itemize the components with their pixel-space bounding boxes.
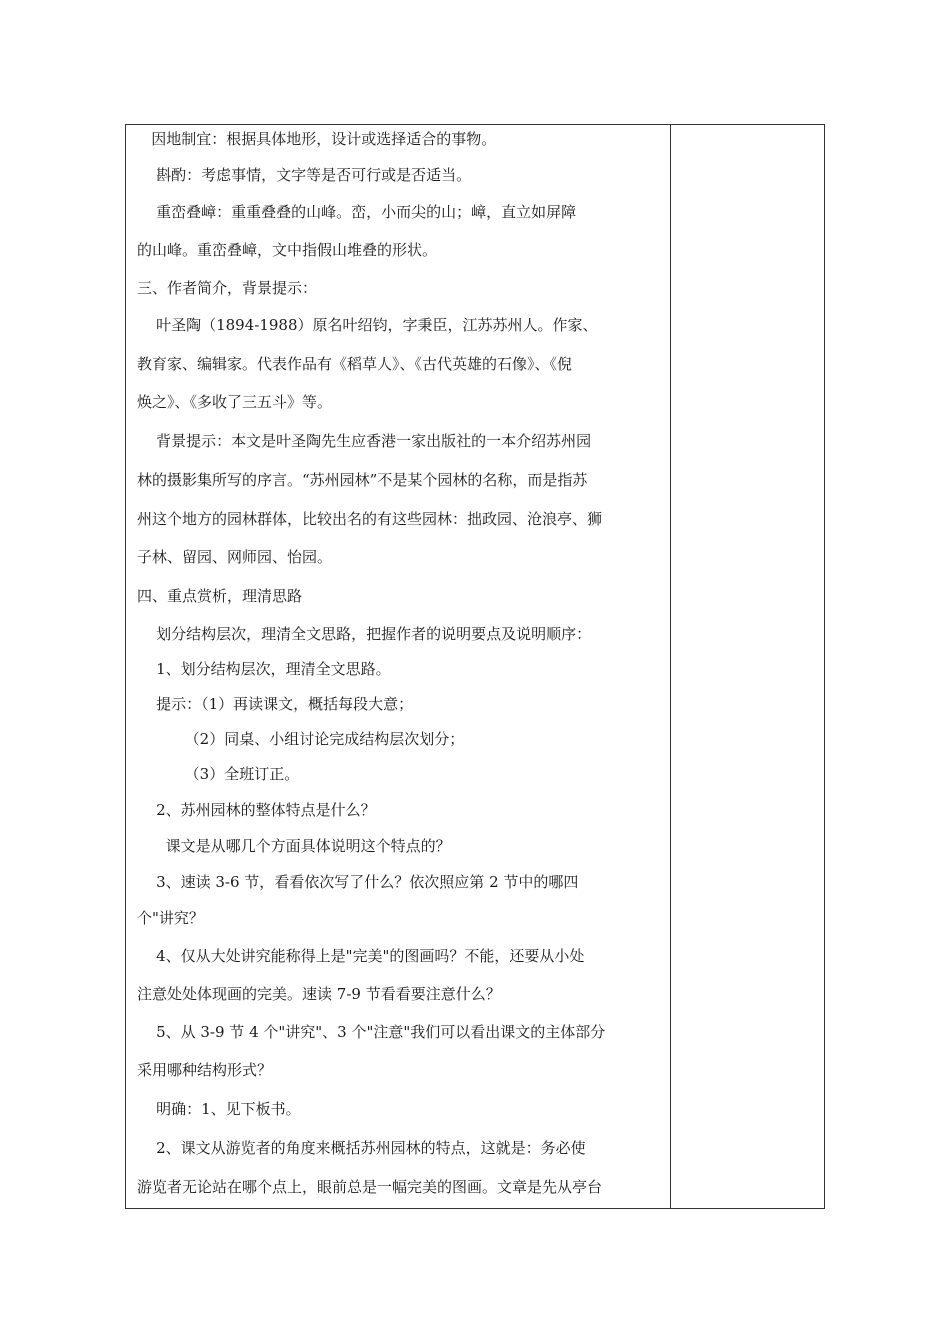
text-line: 因地制宜：根据具体地形，设计或选择适合的事物。 (137, 130, 497, 148)
text-line: 林的摄影集所写的序言。“苏州园林”不是某个园林的名称，而是指苏 (137, 471, 588, 489)
column-divider (670, 125, 671, 1208)
text-line: 明确：1、见下板书。 (137, 1100, 301, 1118)
text-line: 四、重点赏析，理清思路 (137, 587, 303, 605)
text-line: 4、仅从大处讲究能称得上是"完美"的图画吗？不能，还要从小处 (137, 947, 585, 965)
text-line: （3）全班订正。 (137, 765, 300, 783)
text-line: 5、从 3-9 节 4 个"讲究"、3 个"注意"我们可以看出课文的主体部分 (137, 1023, 606, 1041)
text-line: 3、速读 3-6 节，看看依次写了什么？依次照应第 2 节中的哪四 (137, 873, 579, 891)
document-table (125, 124, 825, 1209)
text-line: 个"讲究？ (137, 909, 204, 927)
text-line: 2、课文从游览者的角度来概括苏州园林的特点，这就是：务必使 (137, 1139, 586, 1157)
text-line: 提示：（1）再读课文，概括每段大意； (137, 695, 414, 713)
text-line: 注意处处体现画的完美。速读 7-9 节看看要注意什么？ (137, 985, 501, 1003)
text-line: 三、作者简介，背景提示： (137, 279, 318, 297)
text-line: 叶圣陶（1894-1988）原名叶绍钧，字秉臣，江苏苏州人。作家、 (137, 316, 598, 334)
text-line: 教育家、编辑家。代表作品有《稻草人》、《古代英雄的石像》、《倪 (137, 355, 573, 373)
text-line: 划分结构层次，理清全文思路，把握作者的说明要点及说明顺序： (137, 625, 592, 643)
text-line: 州这个地方的园林群体，比较出名的有这些园林：拙政园、沧浪亭、狮 (137, 510, 603, 528)
text-line: 子林、留园、网师园、怡园。 (137, 548, 333, 566)
text-line: （2）同桌、小组讨论完成结构层次划分； (137, 730, 465, 748)
text-line: 的山峰。重峦叠嶂，文中指假山堆叠的形状。 (137, 241, 438, 259)
text-line: 采用哪种结构形式？ (137, 1061, 273, 1079)
text-line: 游览者无论站在哪个点上，眼前总是一幅完美的图画。文章是先从亭台 (137, 1178, 603, 1196)
text-line: 斟酌：考虑事情，文字等是否可行或是否适当。 (137, 166, 472, 184)
text-line: 焕之》、《多收了三五斗》等。 (137, 393, 333, 411)
text-line: 课文是从哪几个方面具体说明这个特点的？ (137, 837, 451, 855)
text-line: 1、划分结构层次，理清全文思路。 (137, 660, 391, 678)
text-line: 背景提示：本文是叶圣陶先生应香港一家出版社的一本介绍苏州园 (137, 432, 592, 450)
text-line: 重峦叠嶂：重重叠叠的山峰。峦，小而尖的山；嶂，直立如屏障 (137, 203, 577, 221)
text-line: 2、苏州园林的整体特点是什么？ (137, 801, 376, 819)
